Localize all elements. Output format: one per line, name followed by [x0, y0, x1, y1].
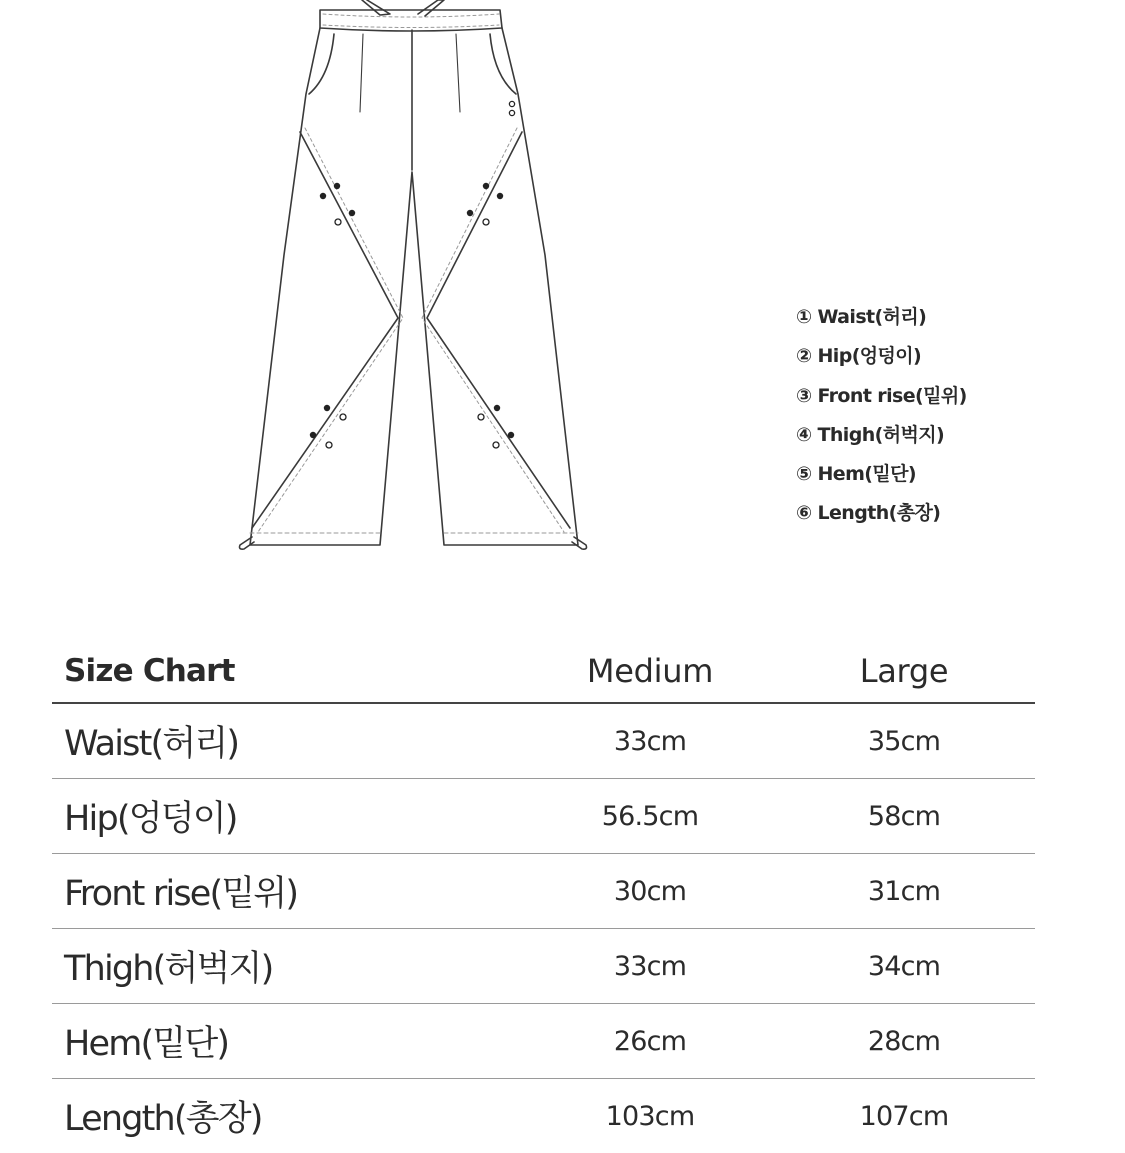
pocket-right — [490, 34, 516, 94]
legend-item-front-rise: ③ Front rise(밑위) — [796, 384, 967, 407]
table-row — [52, 779, 1035, 854]
legend-item-length: ⑥ Length(총장) — [796, 502, 941, 525]
row-label: Length(총장) — [64, 1099, 262, 1139]
table-row — [52, 704, 1035, 779]
legend-item-waist: ① Waist(허리) — [796, 306, 927, 328]
row-label: Waist(허리) — [64, 724, 239, 764]
legend-item-thigh: ④ Thigh(허벅지) — [796, 423, 945, 446]
row-label: Thigh(허벅지) — [64, 949, 273, 989]
measurement-legend — [796, 303, 1046, 539]
legend-item-hem: ⑤ Hem(밑단) — [796, 463, 916, 486]
medium-value: 103cm — [605, 1100, 695, 1132]
row-label: Hem(밑단) — [64, 1024, 229, 1064]
large-value: 31cm — [867, 875, 941, 907]
row-label: Front rise(밑위) — [64, 874, 298, 914]
size-chart-table — [52, 640, 1035, 1153]
large-value: 34cm — [867, 950, 941, 982]
large-value: 28cm — [867, 1025, 941, 1057]
large-value: 58cm — [867, 800, 941, 832]
medium-value: 33cm — [613, 725, 687, 757]
column-header-large: Large — [859, 652, 949, 690]
panel-seam-right — [427, 132, 570, 528]
panel-seam-left — [252, 132, 398, 528]
large-value: 35cm — [867, 725, 941, 757]
medium-value: 30cm — [613, 875, 687, 907]
column-header-medium: Medium — [586, 652, 714, 690]
table-row — [52, 1079, 1035, 1153]
hem-toggle-right — [572, 537, 587, 549]
legend-item-hip: ② Hip(엉덩이) — [796, 345, 922, 368]
strap-right — [418, 0, 444, 16]
table-row — [52, 854, 1035, 929]
size-chart-title: Size Chart — [64, 653, 235, 689]
waistband — [320, 10, 502, 31]
medium-value: 26cm — [613, 1025, 687, 1057]
hem-toggle-left — [240, 537, 255, 549]
table-header — [52, 640, 1035, 704]
medium-value: 33cm — [613, 950, 687, 982]
table-row — [52, 1004, 1035, 1079]
row-label: Hip(엉덩이) — [64, 799, 237, 839]
medium-value: 56.5cm — [601, 800, 699, 832]
strap-left — [362, 0, 390, 15]
large-value: 107cm — [859, 1100, 949, 1132]
table-row — [52, 929, 1035, 1004]
